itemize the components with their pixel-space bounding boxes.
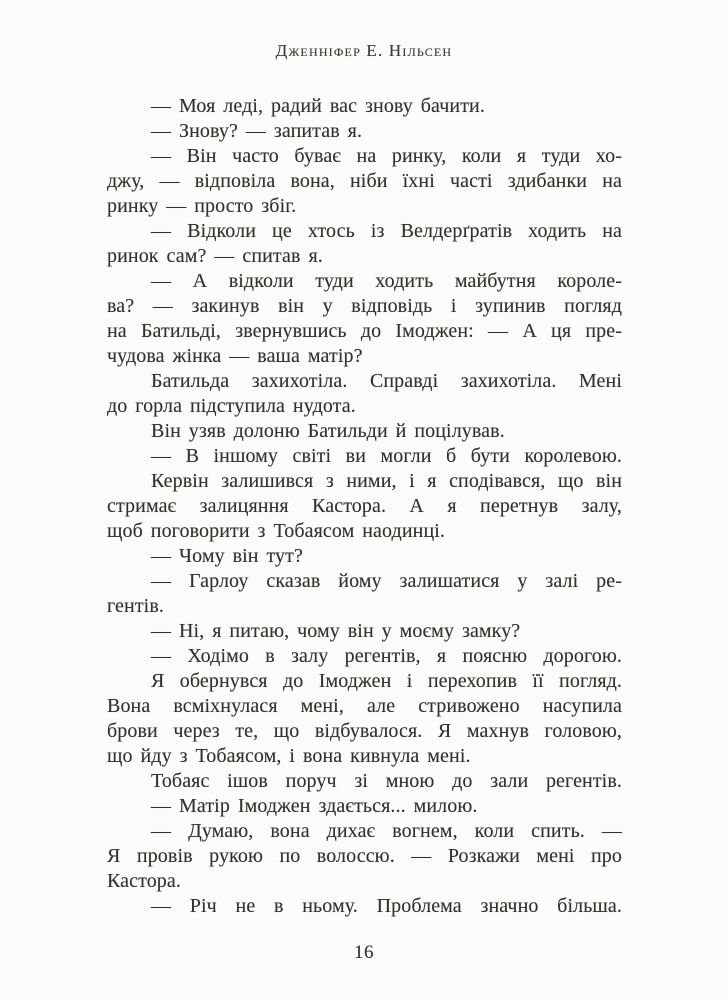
- text-line: — Річ не в ньому. Проблема значно більша.: [151, 895, 622, 917]
- running-header: Дженніфер Е. Нільсен: [275, 41, 453, 60]
- text-line: — Чому він тут?: [151, 545, 303, 567]
- text-line: на Батильді, звернувшись до Імоджен: — А ця пре-: [107, 320, 622, 342]
- text-line: — Знову? — запитав я.: [151, 120, 363, 142]
- text-line: — Думаю, вона дихає вогнем, коли спить. —: [151, 820, 622, 842]
- text-line: — Ходімо в залу регентів, я поясню дорогою.: [151, 645, 622, 667]
- text-line: Вона всміхнулася мені, але стривожено насупила: [107, 695, 622, 717]
- text-line: ринку — просто збіг.: [107, 195, 297, 217]
- text-line: Тобаяс ішов поруч зі мною до зали регентів.: [151, 770, 622, 792]
- text-line: що йду з Тобаясом, і вона кивнула мені.: [107, 745, 471, 767]
- page-number: 16: [354, 942, 374, 963]
- text-line: стримає залицяння Кастора. А я перетнув залу,: [107, 495, 622, 517]
- text-line: Я обернувся до Імоджен і перехопив її погляд.: [151, 670, 622, 692]
- text-line: до горла підступила нудота.: [107, 395, 356, 417]
- text-line: — Відколи це хтось із Велдерґратів ходить на: [151, 220, 622, 242]
- text-line: Кервін залишився з ними, і я сподівався, що він: [151, 470, 622, 492]
- text-line: брови через те, що відбувалося. Я махнув головою,: [107, 720, 622, 742]
- text-line: — А відколи туди ходить майбутня короле-: [151, 270, 622, 292]
- text-line: — Гарлоу сказав йому залишатися у залі ре-: [151, 570, 622, 592]
- text-line: — Моя леді, радий вас знову бачити.: [151, 95, 485, 117]
- text-line: Батильда захихотіла. Справді захихотіла. Мені: [151, 370, 622, 392]
- body-text: [107, 94, 622, 919]
- text-line: Він узяв долоню Батильди й поцілував.: [151, 420, 505, 442]
- text-line: щоб поговорити з Тобаясом наодинці.: [107, 520, 446, 542]
- text-line: ва? — закинув він у відповідь і зупинив погляд: [107, 295, 622, 317]
- text-line: — Ні, я питаю, чому він у моєму замку?: [151, 620, 521, 642]
- text-line: Я провів рукою по волоссю. — Розкажи мені про: [107, 845, 622, 867]
- text-line: — Він часто буває на ринку, коли я туди хо-: [151, 145, 622, 167]
- text-line: джу, — відповіла вона, ніби їхні часті здибанки на: [107, 170, 622, 192]
- text-line: ринок сам? — спитав я.: [107, 245, 323, 267]
- text-line: — Матір Імоджен здається... милою.: [151, 795, 478, 817]
- text-line: гентів.: [107, 595, 164, 617]
- text-line: Кастора.: [107, 870, 181, 892]
- text-line: — В іншому світі ви могли б бути королевою.: [151, 445, 622, 467]
- text-line: чудова жінка — ваша матір?: [107, 345, 363, 367]
